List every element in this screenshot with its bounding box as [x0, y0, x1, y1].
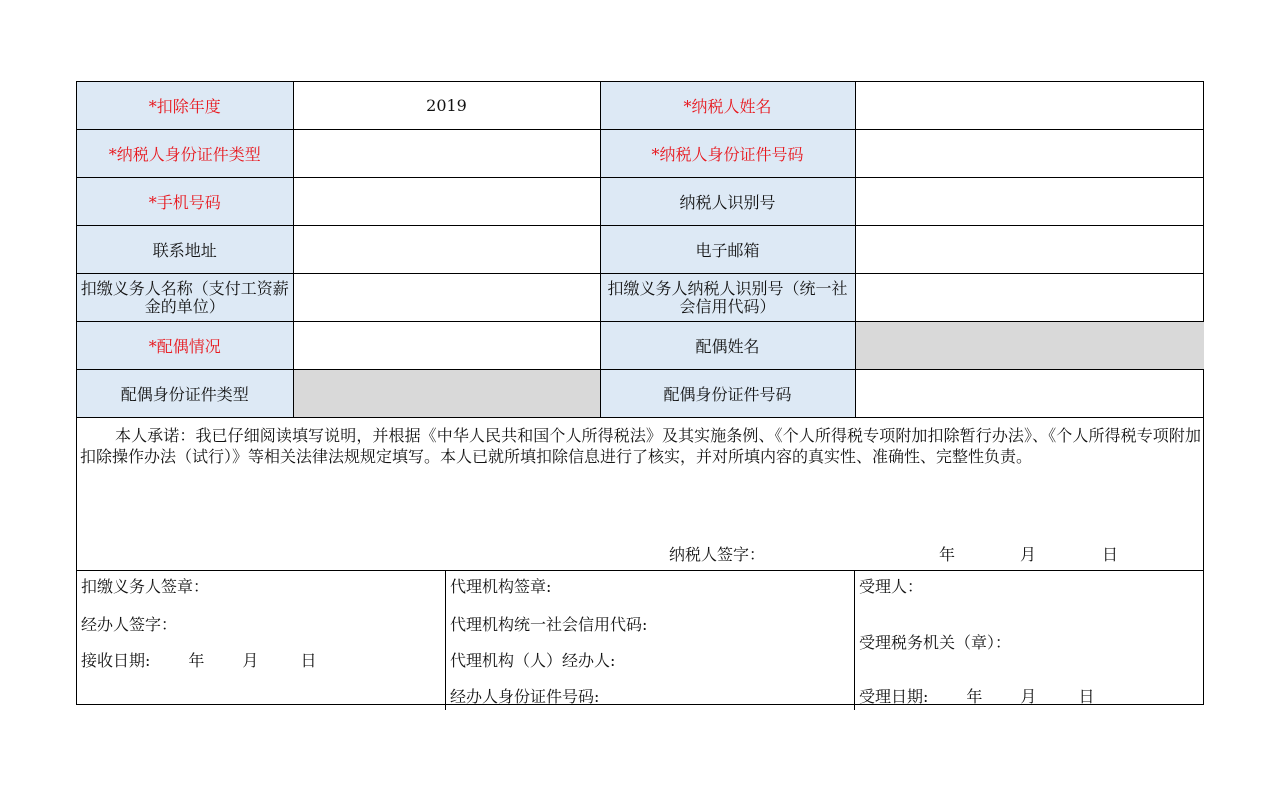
pledge-day: 日 — [1102, 545, 1119, 564]
table-row — [77, 322, 1204, 370]
address-field[interactable] — [293, 226, 600, 274]
taxpayer-name-label: *纳税人姓名 — [600, 82, 855, 130]
receive-year: 年 — [188, 651, 205, 670]
withholder-id-label: 扣缴义务人纳税人识别号（统一社会信用代码） — [600, 274, 855, 322]
accept-year: 年 — [966, 687, 983, 706]
accept-day: 日 — [1078, 687, 1095, 706]
withholding-seal-label: 扣缴义务人签章： — [81, 577, 210, 596]
spouse-status-label: *配偶情况 — [77, 322, 293, 370]
deduction-form — [76, 81, 1204, 705]
email-label: 电子邮箱 — [600, 226, 855, 274]
address-label: 联系地址 — [77, 226, 293, 274]
accept-month: 月 — [1020, 687, 1037, 706]
spouse-status-field[interactable] — [293, 322, 600, 370]
table-row — [77, 82, 1204, 130]
info-table — [77, 82, 1204, 418]
id-type-field[interactable] — [293, 130, 600, 178]
spouse-name-label: 配偶姓名 — [600, 322, 855, 370]
agency-credit-code-label: 代理机构统一社会信用代码: — [450, 615, 648, 634]
receive-date-label: 接收日期: — [81, 651, 151, 670]
taxpayer-signature-label: 纳税人签字： — [669, 545, 766, 564]
handler-sign-label: 经办人签字： — [81, 615, 178, 634]
pledge-text: 本人承诺：我已仔细阅读填写说明，并根据《中华人民共和国个人所得税法》及其实施条例、《个人所得税专项附加扣除暂行办法》、《个人所得税专项附加扣除操作办法（试行）》等相关法律法规规定填写。本人已就所填扣除信息进行了核实，并对所填内容的真实性、准确性、完整性负责。 — [80, 426, 1201, 466]
id-type-label: *纳税人身份证件类型 — [77, 130, 293, 178]
agency-block — [446, 571, 855, 710]
spouse-name-field[interactable] — [855, 322, 1204, 370]
withholder-name-label: 扣缴义务人名称（支付工资薪金的单位） — [77, 274, 293, 322]
taxpayer-id-field[interactable] — [855, 178, 1204, 226]
email-field[interactable] — [855, 226, 1204, 274]
taxpayer-id-label: 纳税人识别号 — [600, 178, 855, 226]
table-row — [77, 226, 1204, 274]
accept-date-row — [859, 684, 1094, 707]
acceptance-block — [855, 571, 1204, 710]
deduction-year-field[interactable]: 2019 — [293, 82, 600, 130]
receive-date-row — [81, 648, 316, 671]
accept-date-label: 受理日期: — [859, 687, 929, 706]
phone-label: *手机号码 — [77, 178, 293, 226]
table-row — [77, 178, 1204, 226]
taxpayer-name-field[interactable] — [855, 82, 1204, 130]
handler-id-label: 经办人身份证件号码: — [450, 687, 600, 706]
receive-day: 日 — [300, 651, 317, 670]
id-number-label: *纳税人身份证件号码 — [600, 130, 855, 178]
withholder-name-field[interactable] — [293, 274, 600, 322]
pledge-section — [77, 418, 1203, 571]
bottom-section — [77, 571, 1203, 710]
spouse-id-type-label: 配偶身份证件类型 — [77, 370, 293, 418]
spouse-id-type-field[interactable] — [293, 370, 600, 418]
deduction-year-label: *扣除年度 — [77, 82, 293, 130]
spouse-id-number-label: 配偶身份证件号码 — [600, 370, 855, 418]
pledge-year: 年 — [939, 545, 956, 564]
tax-office-label: 受理税务机关（章）： — [859, 633, 1012, 652]
withholder-id-field[interactable] — [855, 274, 1204, 322]
phone-field[interactable] — [293, 178, 600, 226]
receive-month: 月 — [242, 651, 259, 670]
agency-handler-label: 代理机构（人）经办人: — [450, 651, 616, 670]
id-number-field[interactable] — [855, 130, 1204, 178]
spouse-id-number-field[interactable] — [855, 370, 1204, 418]
table-row — [77, 274, 1204, 322]
agency-seal-label: 代理机构签章: — [450, 577, 552, 596]
table-row — [77, 130, 1204, 178]
table-row — [77, 370, 1204, 418]
withholder-block — [77, 571, 446, 710]
pledge-month: 月 — [1020, 545, 1037, 564]
acceptor-label: 受理人： — [859, 577, 924, 596]
